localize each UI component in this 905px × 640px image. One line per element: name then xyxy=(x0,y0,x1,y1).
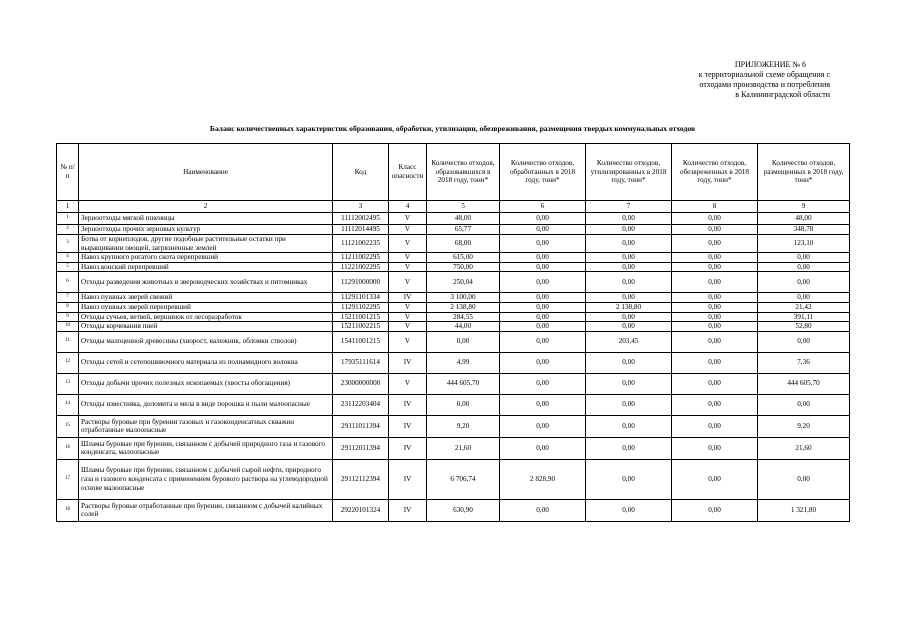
row-processed: 0,00 xyxy=(500,437,586,459)
table-row xyxy=(57,235,850,253)
row-processed: 0,00 xyxy=(500,253,586,263)
row-placed: 444 605,70 xyxy=(758,373,850,394)
row-number: 7 xyxy=(57,293,79,303)
table-body xyxy=(57,201,850,522)
row-neutralized: 0,00 xyxy=(672,312,758,322)
row-processed: 0,00 xyxy=(500,322,586,332)
row-utilized: 0,00 xyxy=(586,394,672,415)
appendix-line-4: в Калининградской области xyxy=(735,90,830,99)
row-formed: 65,77 xyxy=(427,225,500,235)
row-number: 14 xyxy=(57,394,79,415)
row-placed: 21,60 xyxy=(758,437,850,459)
row-placed: 0,00 xyxy=(758,459,850,499)
table-row xyxy=(57,302,850,312)
row-class: V xyxy=(389,225,427,235)
row-neutralized: 0,00 xyxy=(672,373,758,394)
column-number: 7 xyxy=(586,201,672,213)
header-num: № п/п xyxy=(57,144,79,201)
row-neutralized: 0,00 xyxy=(672,437,758,459)
row-utilized: 0,00 xyxy=(586,225,672,235)
row-processed: 0,00 xyxy=(500,213,586,225)
row-class: V xyxy=(389,253,427,263)
row-code: 11221002295 xyxy=(333,262,389,272)
row-processed: 0,00 xyxy=(500,373,586,394)
row-name: Отходы сетей и сетепошивочного материала из полиамидного волокна xyxy=(79,352,333,373)
row-code: 15211002215 xyxy=(333,322,389,332)
row-utilized: 0,00 xyxy=(586,373,672,394)
row-class: V xyxy=(389,272,427,293)
row-name: Отходы добычи прочих полезных ископаемых (хвосты обогащения) xyxy=(79,373,333,394)
row-placed: 391,11 xyxy=(758,312,850,322)
row-processed: 0,00 xyxy=(500,352,586,373)
row-processed: 0,00 xyxy=(500,312,586,322)
row-placed: 0,00 xyxy=(758,262,850,272)
row-placed: 0,00 xyxy=(758,394,850,415)
row-class: IV xyxy=(389,459,427,499)
row-formed: 750,00 xyxy=(427,262,500,272)
row-placed: 123,10 xyxy=(758,235,850,253)
row-code: 17935111614 xyxy=(333,352,389,373)
column-number-row xyxy=(57,201,850,213)
row-number: 2 xyxy=(57,225,79,235)
row-formed: 615,00 xyxy=(427,253,500,263)
row-processed: 2 828,90 xyxy=(500,459,586,499)
row-class: IV xyxy=(389,352,427,373)
row-neutralized: 0,00 xyxy=(672,331,758,352)
row-code: 11112002495 xyxy=(333,213,389,225)
row-processed: 0,00 xyxy=(500,331,586,352)
row-code: 29111011394 xyxy=(333,415,389,437)
row-class: V xyxy=(389,373,427,394)
table-header-row xyxy=(57,144,850,201)
row-utilized: 0,00 xyxy=(586,415,672,437)
row-code: 11211002295 xyxy=(333,253,389,263)
table-row xyxy=(57,331,850,352)
table-row xyxy=(57,499,850,521)
row-processed: 0,00 xyxy=(500,272,586,293)
row-formed: 6 706,74 xyxy=(427,459,500,499)
row-formed: 44,00 xyxy=(427,322,500,332)
row-name: Растворы буровые отработанные при бурении, связанном с добычей калийных солей xyxy=(79,499,333,521)
row-formed: 9,20 xyxy=(427,415,500,437)
table-row xyxy=(57,213,850,225)
column-number: 5 xyxy=(427,201,500,213)
row-utilized: 0,00 xyxy=(586,312,672,322)
row-code: 15211001215 xyxy=(333,312,389,322)
header-neutralized: Количество отходов, обезвреженных в 2018 году, тонн* xyxy=(672,144,758,201)
header-utilized: Количество отходов, утилизированных в 2018 году, тонн* xyxy=(586,144,672,201)
row-processed: 0,00 xyxy=(500,235,586,253)
row-formed: 444 605,70 xyxy=(427,373,500,394)
row-name: Отходы корчевания пней xyxy=(79,322,333,332)
row-neutralized: 0,00 xyxy=(672,415,758,437)
row-processed: 0,00 xyxy=(500,262,586,272)
row-neutralized: 0,00 xyxy=(672,394,758,415)
row-name: Отходы сучьев, ветвей, вершинок от лесоразработок xyxy=(79,312,333,322)
row-class: IV xyxy=(389,415,427,437)
table-row xyxy=(57,293,850,303)
row-number: 1 xyxy=(57,213,79,225)
row-utilized: 0,00 xyxy=(586,235,672,253)
appendix-line-2: к территориальной схеме обращения с xyxy=(698,70,830,79)
table-row xyxy=(57,225,850,235)
row-neutralized: 0,00 xyxy=(672,213,758,225)
row-class: V xyxy=(389,235,427,253)
row-class: V xyxy=(389,262,427,272)
table-row xyxy=(57,373,850,394)
row-neutralized: 0,00 xyxy=(672,302,758,312)
row-utilized: 0,00 xyxy=(586,272,672,293)
column-number: 8 xyxy=(672,201,758,213)
row-code: 23000000000 xyxy=(333,373,389,394)
row-neutralized: 0,00 xyxy=(672,322,758,332)
row-neutralized: 0,00 xyxy=(672,253,758,263)
row-code: 11112014495 xyxy=(333,225,389,235)
row-formed: 630,90 xyxy=(427,499,500,521)
column-number: 6 xyxy=(500,201,586,213)
row-name: Ботва от корнеплодов, другие подобные растительные остатки при выращивании овощей, загрязненные землей xyxy=(79,235,333,253)
row-placed: 0,00 xyxy=(758,331,850,352)
row-placed: 9,20 xyxy=(758,415,850,437)
row-placed: 48,00 xyxy=(758,213,850,225)
row-code: 23112203404 xyxy=(333,394,389,415)
row-number: 12 xyxy=(57,352,79,373)
header-class: Класс опасности xyxy=(389,144,427,201)
row-number: 13 xyxy=(57,373,79,394)
row-formed: 0,00 xyxy=(427,394,500,415)
appendix-line-3: отходами производства и потребления xyxy=(699,80,830,89)
row-class: V xyxy=(389,322,427,332)
row-code: 15411001215 xyxy=(333,331,389,352)
column-number: 9 xyxy=(758,201,850,213)
row-class: V xyxy=(389,302,427,312)
row-number: 4 xyxy=(57,253,79,263)
row-number: 18 xyxy=(57,499,79,521)
row-name: Навоз пушных зверей свежий xyxy=(79,293,333,303)
row-neutralized: 0,00 xyxy=(672,272,758,293)
row-code: 11291000000 xyxy=(333,272,389,293)
column-number: 1 xyxy=(57,201,79,213)
row-processed: 0,00 xyxy=(500,293,586,303)
row-utilized: 2 138,80 xyxy=(586,302,672,312)
row-utilized: 0,00 xyxy=(586,262,672,272)
row-placed: 21,42 xyxy=(758,302,850,312)
table-row xyxy=(57,437,850,459)
table-row xyxy=(57,322,850,332)
row-name: Отходы малоценной древесины (хворост, валежник, обломки стволов) xyxy=(79,331,333,352)
document-title: Баланс количественных характеристик образования, обработки, утилизации, обезвреживания, размещения твердых коммунальных отходов xyxy=(209,124,696,133)
row-class: IV xyxy=(389,394,427,415)
row-name: Навоз конский перепревший xyxy=(79,262,333,272)
row-name: Шламы буровые при бурении, связанном с добычей природного газа и газового конденсата, малоопасные xyxy=(79,437,333,459)
row-utilized: 0,00 xyxy=(586,459,672,499)
row-placed: 348,78 xyxy=(758,225,850,235)
header-placed: Количество отходов, размещенных в 2018 году, тонн* xyxy=(758,144,850,201)
row-class: IV xyxy=(389,293,427,303)
row-processed: 0,00 xyxy=(500,394,586,415)
row-neutralized: 0,00 xyxy=(672,293,758,303)
row-number: 3 xyxy=(57,235,79,253)
header-formed: Количество отходов, образовавшихся в 2018 году, тонн* xyxy=(427,144,500,201)
row-class: V xyxy=(389,213,427,225)
row-processed: 0,00 xyxy=(500,225,586,235)
row-utilized: 0,00 xyxy=(586,499,672,521)
row-processed: 0,00 xyxy=(500,302,586,312)
appendix-number: ПРИЛОЖЕНИЕ № 6 xyxy=(734,60,806,69)
table-row xyxy=(57,415,850,437)
row-utilized: 0,00 xyxy=(586,213,672,225)
row-placed: 52,80 xyxy=(758,322,850,332)
column-number: 4 xyxy=(389,201,427,213)
table-row xyxy=(57,262,850,272)
row-name: Отходы известняка, доломита и мела в виде порошка и пыли малоопасные xyxy=(79,394,333,415)
row-placed: 7,36 xyxy=(758,352,850,373)
row-name: Навоз крупного рогатого скота перепревший xyxy=(79,253,333,263)
row-placed: 0,00 xyxy=(758,253,850,263)
row-formed: 48,00 xyxy=(427,213,500,225)
row-code: 11291101334 xyxy=(333,293,389,303)
row-utilized: 0,00 xyxy=(586,322,672,332)
row-processed: 0,00 xyxy=(500,415,586,437)
row-formed: 284,55 xyxy=(427,312,500,322)
row-number: 10 xyxy=(57,322,79,332)
table-row xyxy=(57,272,850,293)
row-name: Зерноотходы прочих зерновых культур xyxy=(79,225,333,235)
row-class: IV xyxy=(389,499,427,521)
row-utilized: 0,00 xyxy=(586,293,672,303)
header-code: Код xyxy=(333,144,389,201)
row-class: IV xyxy=(389,437,427,459)
row-name: Растворы буровые при бурении газовых и газоконденсатных скважин отработанные малоопасные xyxy=(79,415,333,437)
row-number: 5 xyxy=(57,262,79,272)
row-number: 15 xyxy=(57,415,79,437)
row-name: Навоз пушных зверей перепревший xyxy=(79,302,333,312)
row-formed: 2 138,80 xyxy=(427,302,500,312)
row-formed: 250,04 xyxy=(427,272,500,293)
appendix-block xyxy=(570,60,830,100)
row-neutralized: 0,00 xyxy=(672,459,758,499)
row-formed: 0,00 xyxy=(427,331,500,352)
row-neutralized: 0,00 xyxy=(672,262,758,272)
row-name: Зерноотходы мягкой пшеницы xyxy=(79,213,333,225)
column-number: 2 xyxy=(79,201,333,213)
row-formed: 21,60 xyxy=(427,437,500,459)
row-formed: 68,00 xyxy=(427,235,500,253)
row-name: Шламы буровые при бурении, связанном с добычей сырой нефти, природного газа и газового конденсата с применением бурового раствора на углеводородной основе малоопасные xyxy=(79,459,333,499)
row-number: 11 xyxy=(57,331,79,352)
row-placed: 0,00 xyxy=(758,272,850,293)
header-processed: Количество отходов, обработанных в 2018 году, тонн* xyxy=(500,144,586,201)
row-class: V xyxy=(389,312,427,322)
row-neutralized: 0,00 xyxy=(672,352,758,373)
row-utilized: 203,45 xyxy=(586,331,672,352)
row-processed: 0,00 xyxy=(500,499,586,521)
row-number: 17 xyxy=(57,459,79,499)
row-number: 9 xyxy=(57,312,79,322)
table-row xyxy=(57,312,850,322)
row-neutralized: 0,00 xyxy=(672,499,758,521)
row-neutralized: 0,00 xyxy=(672,225,758,235)
row-code: 29220101324 xyxy=(333,499,389,521)
row-class: V xyxy=(389,331,427,352)
row-utilized: 0,00 xyxy=(586,253,672,263)
row-code: 29112011394 xyxy=(333,437,389,459)
header-name: Наименование xyxy=(79,144,333,201)
row-utilized: 0,00 xyxy=(586,352,672,373)
table-row xyxy=(57,253,850,263)
row-utilized: 0,00 xyxy=(586,437,672,459)
table-row xyxy=(57,394,850,415)
column-number: 3 xyxy=(333,201,389,213)
row-code: 29112112394 xyxy=(333,459,389,499)
row-number: 16 xyxy=(57,437,79,459)
row-code: 11121002235 xyxy=(333,235,389,253)
row-placed: 0,00 xyxy=(758,293,850,303)
row-placed: 1 321,80 xyxy=(758,499,850,521)
table-row xyxy=(57,459,850,499)
row-name: Отходы разведения животных в звероводческих хозяйствах и питомниках xyxy=(79,272,333,293)
row-formed: 3 100,00 xyxy=(427,293,500,303)
row-number: 6 xyxy=(57,272,79,293)
table-row xyxy=(57,352,850,373)
row-neutralized: 0,00 xyxy=(672,235,758,253)
row-number: 8 xyxy=(57,302,79,312)
row-formed: 4,99 xyxy=(427,352,500,373)
row-code: 11291102295 xyxy=(333,302,389,312)
balance-table xyxy=(56,143,850,522)
